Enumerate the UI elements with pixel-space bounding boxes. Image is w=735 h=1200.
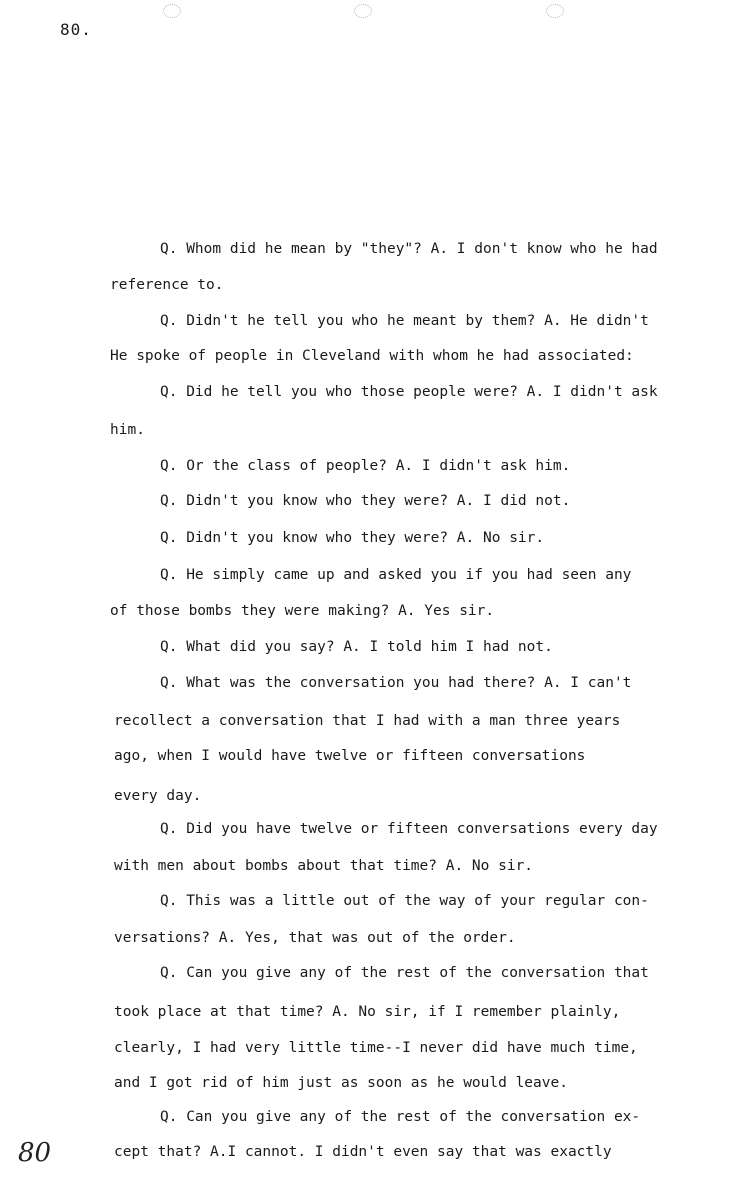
transcript-line: cept that? A.I cannot. I didn't even say that was exactly [114, 1144, 612, 1160]
page-smudge-mark [354, 4, 372, 18]
transcript-line: Q. Whom did he mean by "they"? A. I don't know who he had [160, 241, 658, 257]
page-number: 80. [60, 20, 92, 39]
transcript-line: Q. This was a little out of the way of your regular con- [160, 893, 649, 909]
handwritten-page-number: 80 [18, 1138, 52, 1168]
transcript-line: him. [110, 422, 145, 438]
transcript-line: and I got rid of him just as soon as he would leave. [114, 1075, 568, 1091]
transcript-line: Q. Can you give any of the rest of the conversation that [160, 965, 649, 981]
transcript-line: Q. Didn't you know who they were? A. I did not. [160, 493, 571, 509]
transcript-line: Q. Or the class of people? A. I didn't ask him. [160, 458, 571, 474]
transcript-line: Q. Didn't he tell you who he meant by them? A. He didn't [160, 313, 649, 329]
transcript-line: Q. What did you say? A. I told him I had not. [160, 639, 553, 655]
transcript-line: of those bombs they were making? A. Yes sir. [110, 603, 495, 619]
transcript-line: versations? A. Yes, that was out of the order. [114, 930, 516, 946]
transcript-line: every day. [114, 788, 202, 804]
transcript-line: ago, when I would have twelve or fifteen conversations [114, 748, 586, 764]
transcript-line: Q. Did he tell you who those people were? A. I didn't ask [160, 384, 658, 400]
transcript-line: Q. Can you give any of the rest of the conversation ex- [160, 1109, 641, 1125]
transcript-line: with men about bombs about that time? A. No sir. [114, 858, 534, 874]
page-smudge-mark [546, 4, 564, 18]
transcript-line: reference to. [110, 277, 224, 293]
transcript-line: Q. He simply came up and asked you if you had seen any [160, 567, 632, 583]
transcript-line: Q. Did you have twelve or fifteen conversations every day [160, 821, 658, 837]
transcript-line: Q. What was the conversation you had there? A. I can't [160, 675, 632, 691]
transcript-line: He spoke of people in Cleveland with whom he had associated: [110, 348, 634, 364]
page-smudge-mark [163, 4, 181, 18]
transcript-line: recollect a conversation that I had with a man three years [114, 713, 621, 729]
transcript-line: took place at that time? A. No sir, if I remember plainly, [114, 1004, 621, 1020]
transcript-line: clearly, I had very little time--I never did have much time, [114, 1040, 638, 1056]
transcript-line: Q. Didn't you know who they were? A. No sir. [160, 530, 545, 546]
